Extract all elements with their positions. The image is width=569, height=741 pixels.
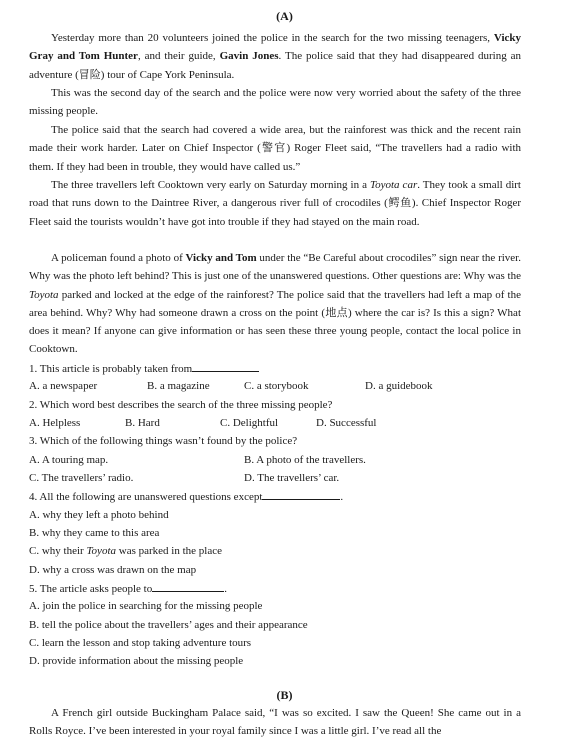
question-5-stem	[29, 581, 227, 596]
q2-option-a[interactable]: A. Helpless	[29, 417, 81, 429]
section-b-title: (B)	[276, 688, 293, 702]
q4-option-d[interactable]: D. why a cross was drawn on the map	[29, 564, 197, 576]
q4-option-c-text-2: was parked in the place	[116, 545, 222, 557]
q2-option-b[interactable]: B. Hard	[125, 417, 160, 429]
q1-stem-text: 1. This article is probably taken from	[29, 363, 193, 375]
p1-names-teenagers: Vicky Gray and Tom Hunter	[29, 32, 521, 63]
q5-answer-blank[interactable]	[152, 581, 224, 592]
section-a-title: (A)	[276, 9, 293, 23]
q1-option-a[interactable]: A. a newspaper	[29, 380, 98, 392]
q4-answer-blank[interactable]	[262, 489, 340, 500]
question-1-stem	[29, 361, 259, 376]
q1-option-c[interactable]: C. a storybook	[244, 380, 309, 392]
p4-text-2: . They took a small dirt road that runs down to the Daintree River, a dangerous river full of crocodiles (鳄鱼). Chief Inspector Roger Fleet said the tourists wouldn’t have got into trouble if they had stayed on the main road.	[29, 179, 521, 228]
q5-stem-text: 5. The article asks people to	[29, 583, 153, 595]
p5-names: Vicky and Tom	[185, 252, 257, 264]
section-b-paragraph-1: A French girl outside Buckingham Palace said, “I was so excited. I saw the Queen! She came out in a Rolls Royce. I’ve been interested in your royal family since I was a little girl. I’ve read all the	[29, 707, 521, 738]
q5-option-d[interactable]: D. provide information about the missing people	[29, 655, 244, 667]
p1-name-guide: Gavin Jones	[219, 50, 279, 63]
q5-option-b[interactable]: B. tell the police about the travellers’ ages and their appearance	[29, 619, 308, 631]
question-3-stem: 3. Which of the following things wasn’t found by the police?	[29, 435, 298, 447]
p1-text-3: . The police said that they had disappeared during an adventure (冒险) tour of Cape York Peninsula.	[29, 50, 522, 81]
q5-option-a[interactable]: A. join the police in searching for the missing people	[29, 600, 263, 612]
q5-stem-end: .	[224, 583, 227, 595]
q1-option-b[interactable]: B. a magazine	[147, 380, 210, 392]
p5-text-1: A policeman found a photo of	[51, 252, 186, 264]
question-4-stem	[29, 489, 343, 504]
p1-text-2: , and their guide,	[137, 50, 220, 63]
section-a-paragraph-5	[29, 249, 521, 359]
q4-option-a[interactable]: A. why they left a photo behind	[29, 509, 169, 521]
q2-option-c[interactable]: C. Delightful	[220, 417, 279, 429]
q4-option-c[interactable]	[29, 544, 222, 558]
p4-text-1: The three travellers left Cooktown very early on Saturday morning in a	[51, 179, 370, 191]
section-a-paragraph-2: This was the second day of the search and the police were now very worried about the safety of the three missing people.	[29, 87, 521, 118]
q2-option-d[interactable]: D. Successful	[316, 417, 377, 429]
section-a-paragraph-1	[29, 29, 521, 84]
q5-option-c[interactable]: C. learn the lesson and stop taking adventure tours	[29, 637, 252, 649]
p5-car-name: Toyota	[29, 288, 59, 301]
q3-option-a[interactable]: A. A touring map.	[29, 454, 109, 466]
p5-text-2: under the “Be Careful about crocodiles” sign near the river. Why was the photo left behind? This is just one of the unanswered questions. Other questions are: Why was the	[29, 252, 521, 283]
q3-option-d[interactable]: D. The travellers’ car.	[244, 472, 340, 484]
section-a-paragraph-4	[29, 176, 521, 231]
q4-option-c-text-1: C. why their	[29, 545, 87, 557]
q1-answer-blank[interactable]	[192, 361, 259, 372]
question-2-stem: 2. Which word best describes the search of the three missing people?	[29, 399, 333, 411]
q4-stem-end: .	[340, 491, 344, 503]
p4-car-name: Toyota car	[370, 179, 418, 191]
q4-option-c-car-name: Toyota	[86, 545, 116, 557]
q4-stem-text: 4. All the following are unanswered questions except	[29, 491, 263, 503]
q3-option-c[interactable]: C. The travellers’ radio.	[29, 472, 134, 484]
p5-text-3: parked and locked at the edge of the rainforest? The police said that the travellers had left a map of the area behind. Why? Why had someone drawn a cross on the point (地点) where the car is? Is this a sign? What does it mean? If anyone can give information or has seen these three young people, contact the local police in Cooktown.	[29, 288, 521, 356]
p1-text-1: Yesterday more than 20 volunteers joined the police in the search for the two missing teenagers,	[51, 32, 494, 44]
section-a-paragraph-3: The police said that the search had covered a wide area, but the rainforest was thick and the recent rain made their work harder. Later on Chief Inspector (警官) Roger Fleet said, “The travellers had a radio with them. If they had been in trouble, they would have called us.”	[29, 124, 521, 173]
q4-option-b[interactable]: B. why they came to this area	[29, 527, 160, 539]
q3-option-b[interactable]: B. A photo of the travellers.	[244, 454, 366, 466]
q1-option-d[interactable]: D. a guidebook	[365, 380, 433, 392]
